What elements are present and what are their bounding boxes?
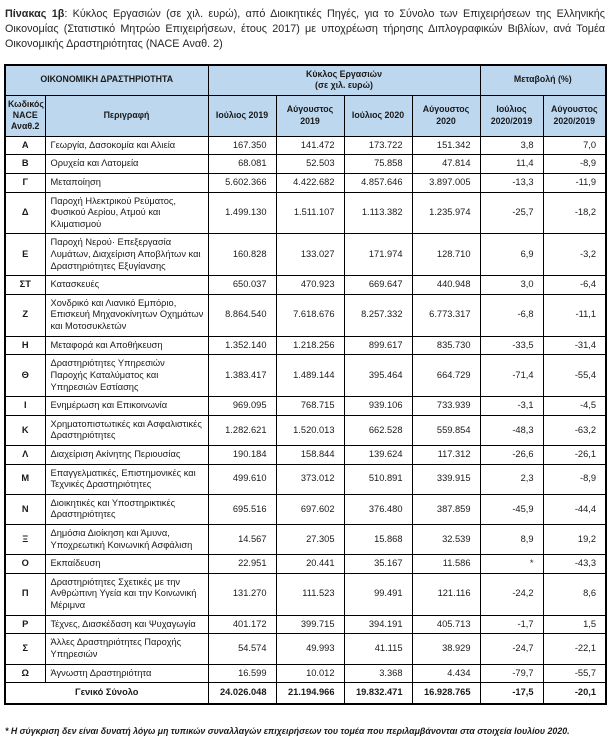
document-page — [4, 7, 606, 736]
turnover-table — [4, 64, 607, 705]
description-cell: Άγνωστη Δραστηριότητα — [45, 664, 208, 683]
turnover-cell-july-2019: 695.516 — [208, 494, 276, 524]
turnover-cell-august-2020: 733.939 — [412, 397, 480, 416]
turnover-cell-august-2020: 1.235.974 — [412, 192, 480, 234]
header-columns-row — [5, 95, 606, 136]
turnover-cell-august-2019: 4.422.682 — [276, 174, 344, 193]
turnover-cell-august-2020: 117.312 — [412, 445, 480, 464]
turnover-cell-august-2019: 399.715 — [276, 615, 344, 634]
change-cell-july: -33,5 — [480, 336, 543, 355]
table-row — [5, 174, 606, 193]
header-change-july: Ιούλιος 2020/2019 — [480, 95, 543, 136]
turnover-cell-july-2020: 899.617 — [344, 336, 412, 355]
turnover-cell-august-2020: 128.710 — [412, 234, 480, 276]
turnover-cell-august-2020: 32.539 — [412, 525, 480, 555]
turnover-cell-august-2019: 133.027 — [276, 234, 344, 276]
turnover-cell-july-2020: 1.113.382 — [344, 192, 412, 234]
nace-code-cell: Λ — [5, 445, 45, 464]
turnover-cell-july-2019: 16.599 — [208, 664, 276, 683]
turnover-cell-july-2020: 669.647 — [344, 276, 412, 295]
nace-code-cell: Ω — [5, 664, 45, 683]
header-july-2019: Ιούλιος 2019 — [208, 95, 276, 136]
turnover-cell-august-2020: 387.859 — [412, 494, 480, 524]
turnover-cell-july-2019: 5.602.366 — [208, 174, 276, 193]
turnover-cell-august-2019: 27.305 — [276, 525, 344, 555]
turnover-cell-july-2019: 54.574 — [208, 634, 276, 664]
total-change-august: -20,1 — [543, 683, 606, 704]
change-cell-july: -79,7 — [480, 664, 543, 683]
change-cell-august: -43,3 — [543, 555, 606, 574]
turnover-cell-july-2020: 4.857.646 — [344, 174, 412, 193]
turnover-cell-august-2019: 111.523 — [276, 573, 344, 615]
nace-code-cell: Ξ — [5, 525, 45, 555]
turnover-cell-august-2020: 3.897.005 — [412, 174, 480, 193]
nace-code-cell: Ο — [5, 555, 45, 574]
turnover-cell-august-2020: 38.929 — [412, 634, 480, 664]
table-row — [5, 464, 606, 494]
description-cell: Τέχνες, Διασκέδαση και Ψυχαγωγία — [45, 615, 208, 634]
turnover-cell-august-2020: 47.814 — [412, 155, 480, 174]
description-cell: Μεταφορά και Αποθήκευση — [45, 336, 208, 355]
turnover-cell-july-2020: 939.106 — [344, 397, 412, 416]
turnover-cell-july-2019: 401.172 — [208, 615, 276, 634]
turnover-cell-july-2019: 22.951 — [208, 555, 276, 574]
turnover-cell-july-2019: 1.352.140 — [208, 336, 276, 355]
change-cell-july: 2,3 — [480, 464, 543, 494]
turnover-cell-august-2020: 6.773.317 — [412, 294, 480, 336]
nace-code-cell: Ι — [5, 397, 45, 416]
header-economic-activity: ΟΙΚΟΝΟΜΙΚΗ ΔΡΑΣΤΗΡΙΟΤΗΤΑ — [5, 65, 208, 95]
turnover-cell-july-2019: 650.037 — [208, 276, 276, 295]
nace-code-cell: Ν — [5, 494, 45, 524]
description-cell: Ενημέρωση και Επικοινωνία — [45, 397, 208, 416]
turnover-cell-august-2019: 697.602 — [276, 494, 344, 524]
change-cell-july: 8,9 — [480, 525, 543, 555]
description-cell: Παροχή Νερού· Επεξεργασία Λυμάτων, Διαχείριση Αποβλήτων και Δραστηριότητες Εξυγίανσης — [45, 234, 208, 276]
turnover-cell-july-2020: 173.722 — [344, 136, 412, 155]
table-row — [5, 555, 606, 574]
header-nace-code: Κωδικός NACE Αναθ.2 — [5, 95, 45, 136]
change-cell-july: -13,3 — [480, 174, 543, 193]
change-cell-july: -71,4 — [480, 355, 543, 397]
change-cell-august: -26,1 — [543, 445, 606, 464]
change-cell-july: -48,3 — [480, 415, 543, 445]
table-row — [5, 355, 606, 397]
description-cell: Χονδρικό και Λιανικό Εμπόριο, Επισκευή Μηχανοκίνητων Οχημάτων και Μοτοσυκλετών — [45, 294, 208, 336]
turnover-cell-august-2020: 11.586 — [412, 555, 480, 574]
header-description: Περιγραφή — [45, 95, 208, 136]
table-body — [5, 136, 606, 682]
nace-code-cell: Γ — [5, 174, 45, 193]
table-row — [5, 634, 606, 664]
turnover-cell-july-2020: 99.491 — [344, 573, 412, 615]
table-header — [5, 65, 606, 137]
change-cell-july: 3,8 — [480, 136, 543, 155]
turnover-cell-july-2020: 394.191 — [344, 615, 412, 634]
description-cell: Δραστηριότητες Σχετικές με την Ανθρώπινη Υγεία και την Κοινωνική Μέριμνα — [45, 573, 208, 615]
description-cell: Διοικητικές και Υποστηρικτικές Δραστηριότητες — [45, 494, 208, 524]
table-row — [5, 192, 606, 234]
change-cell-july: 11,4 — [480, 155, 543, 174]
table-title-text: : Κύκλος Εργασιών (σε χιλ. ευρώ), από Διοικητικές Πηγές, για το Σύνολο των Επιχειρήσεων της Ελληνικής Οικονομίας (Στατιστικό Μητρώο Επιχειρήσεων, έτους 2017) με υποχρέωση τήρησης Διπλογραφικών Βιβλίων, ανά Τομέα Οικονομικής Δραστηριότητας (NACE Αναθ. 2) — [5, 8, 605, 50]
table-row — [5, 664, 606, 683]
table-row — [5, 573, 606, 615]
nace-code-cell: Κ — [5, 415, 45, 445]
description-cell: Επαγγελματικές, Επιστημονικές και Τεχνικές Δραστηριότητες — [45, 464, 208, 494]
turnover-cell-july-2019: 160.828 — [208, 234, 276, 276]
turnover-cell-july-2019: 14.567 — [208, 525, 276, 555]
turnover-cell-august-2019: 1.489.144 — [276, 355, 344, 397]
turnover-cell-july-2019: 969.095 — [208, 397, 276, 416]
turnover-cell-august-2019: 1.218.256 — [276, 336, 344, 355]
table-row — [5, 294, 606, 336]
turnover-cell-july-2020: 15.868 — [344, 525, 412, 555]
turnover-cell-july-2019: 1.499.130 — [208, 192, 276, 234]
total-value-july-2019: 24.026.048 — [208, 683, 276, 704]
turnover-cell-july-2020: 376.480 — [344, 494, 412, 524]
turnover-cell-august-2019: 1.520.013 — [276, 415, 344, 445]
change-cell-july: -6,8 — [480, 294, 543, 336]
turnover-cell-august-2019: 158.844 — [276, 445, 344, 464]
turnover-cell-august-2020: 405.713 — [412, 615, 480, 634]
change-cell-august: -18,2 — [543, 192, 606, 234]
nace-code-cell: Η — [5, 336, 45, 355]
description-cell: Ορυχεία και Λατομεία — [45, 155, 208, 174]
description-cell: Εκπαίδευση — [45, 555, 208, 574]
total-row — [5, 683, 606, 704]
change-cell-july: 6,9 — [480, 234, 543, 276]
header-turnover-group — [208, 65, 480, 95]
nace-code-cell: ΣΤ — [5, 276, 45, 295]
change-cell-july: -45,9 — [480, 494, 543, 524]
description-cell: Κατασκευές — [45, 276, 208, 295]
header-july-2020: Ιούλιος 2020 — [344, 95, 412, 136]
header-august-2020: Αύγουστος 2020 — [412, 95, 480, 136]
header-change-group: Μεταβολή (%) — [480, 65, 606, 95]
change-cell-july: -1,7 — [480, 615, 543, 634]
change-cell-august: -11,1 — [543, 294, 606, 336]
change-cell-july: 3,0 — [480, 276, 543, 295]
nace-code-cell: Μ — [5, 464, 45, 494]
turnover-cell-july-2019: 1.282.621 — [208, 415, 276, 445]
turnover-cell-august-2020: 559.854 — [412, 415, 480, 445]
change-cell-august: -4,5 — [543, 397, 606, 416]
footnote: * Η σύγκριση δεν είναι δυνατή λόγω μη τυπικών συναλλαγών επιχειρήσεων του τομέα που περιλαμβάνονται στα στοιχεία Ιουλίου 2020. — [5, 725, 570, 736]
turnover-cell-august-2020: 121.116 — [412, 573, 480, 615]
change-cell-july: -24,2 — [480, 573, 543, 615]
turnover-cell-july-2019: 499.610 — [208, 464, 276, 494]
header-august-2019: Αύγουστος 2019 — [276, 95, 344, 136]
change-cell-august: -22,1 — [543, 634, 606, 664]
nace-code-cell: Δ — [5, 192, 45, 234]
change-cell-august: -63,2 — [543, 415, 606, 445]
turnover-cell-july-2019: 131.270 — [208, 573, 276, 615]
table-row — [5, 415, 606, 445]
turnover-cell-july-2020: 41.115 — [344, 634, 412, 664]
change-cell-july: * — [480, 555, 543, 574]
turnover-cell-august-2020: 151.342 — [412, 136, 480, 155]
table-row — [5, 336, 606, 355]
turnover-cell-july-2019: 1.383.417 — [208, 355, 276, 397]
table-footer — [5, 683, 606, 704]
turnover-cell-july-2020: 75.858 — [344, 155, 412, 174]
turnover-cell-july-2020: 510.891 — [344, 464, 412, 494]
turnover-cell-july-2019: 8.864.540 — [208, 294, 276, 336]
turnover-cell-august-2020: 835.730 — [412, 336, 480, 355]
header-turnover-line1: Κύκλος Εργασιών — [306, 68, 382, 79]
turnover-cell-august-2019: 1.511.107 — [276, 192, 344, 234]
table-row — [5, 397, 606, 416]
turnover-cell-july-2020: 171.974 — [344, 234, 412, 276]
change-cell-august: 19,2 — [543, 525, 606, 555]
nace-code-cell: Ε — [5, 234, 45, 276]
turnover-cell-august-2020: 664.729 — [412, 355, 480, 397]
change-cell-july: -24,7 — [480, 634, 543, 664]
change-cell-august: -8,9 — [543, 464, 606, 494]
table-row — [5, 276, 606, 295]
turnover-cell-august-2019: 7.618.676 — [276, 294, 344, 336]
table-row — [5, 494, 606, 524]
change-cell-july: -25,7 — [480, 192, 543, 234]
turnover-cell-august-2020: 4.434 — [412, 664, 480, 683]
turnover-cell-august-2019: 470.923 — [276, 276, 344, 295]
turnover-cell-august-2019: 52.503 — [276, 155, 344, 174]
description-cell: Γεωργία, Δασοκομία και Αλιεία — [45, 136, 208, 155]
turnover-cell-august-2019: 373.012 — [276, 464, 344, 494]
turnover-cell-july-2020: 395.464 — [344, 355, 412, 397]
change-cell-august: -8,9 — [543, 155, 606, 174]
nace-code-cell: Ζ — [5, 294, 45, 336]
turnover-cell-august-2020: 440.948 — [412, 276, 480, 295]
change-cell-august: -44,4 — [543, 494, 606, 524]
header-change-august: Αύγουστος 2020/2019 — [543, 95, 606, 136]
nace-code-cell: Π — [5, 573, 45, 615]
nace-code-cell: Α — [5, 136, 45, 155]
table-row — [5, 136, 606, 155]
turnover-cell-august-2019: 20.441 — [276, 555, 344, 574]
description-cell: Παροχή Ηλεκτρικού Ρεύματος, Φυσικού Αερίου, Ατμού και Κλιματισμού — [45, 192, 208, 234]
turnover-cell-july-2019: 167.350 — [208, 136, 276, 155]
table-row — [5, 525, 606, 555]
table-title — [5, 7, 605, 52]
change-cell-august: 8,6 — [543, 573, 606, 615]
change-cell-august: -55,4 — [543, 355, 606, 397]
change-cell-august: 7,0 — [543, 136, 606, 155]
turnover-cell-july-2020: 662.528 — [344, 415, 412, 445]
change-cell-august: -55,7 — [543, 664, 606, 683]
header-turnover-line2: (σε χιλ. ευρώ) — [315, 80, 373, 91]
description-cell: Μεταποίηση — [45, 174, 208, 193]
total-value-august-2020: 16.928.765 — [412, 683, 480, 704]
turnover-cell-july-2020: 35.167 — [344, 555, 412, 574]
change-cell-august: -11,9 — [543, 174, 606, 193]
turnover-cell-july-2019: 68.081 — [208, 155, 276, 174]
total-label: Γενικό Σύνολο — [5, 683, 208, 704]
table-row — [5, 615, 606, 634]
turnover-cell-july-2020: 3.368 — [344, 664, 412, 683]
turnover-cell-july-2020: 8.257.332 — [344, 294, 412, 336]
table-row — [5, 155, 606, 174]
header-group-row — [5, 65, 606, 95]
turnover-cell-august-2019: 141.472 — [276, 136, 344, 155]
nace-code-cell: Σ — [5, 634, 45, 664]
turnover-cell-august-2019: 49.993 — [276, 634, 344, 664]
turnover-cell-august-2019: 10.012 — [276, 664, 344, 683]
description-cell: Χρηματοπιστωτικές και Ασφαλιστικές Δραστηριότητες — [45, 415, 208, 445]
description-cell: Δημόσια Διοίκηση και Άμυνα, Υποχρεωτική Κοινωνική Ασφάλιση — [45, 525, 208, 555]
turnover-cell-august-2019: 768.715 — [276, 397, 344, 416]
nace-code-cell: Ρ — [5, 615, 45, 634]
table-title-number: Πίνακας 1β — [5, 8, 65, 20]
table-row — [5, 445, 606, 464]
change-cell-august: -6,4 — [543, 276, 606, 295]
turnover-cell-july-2019: 190.184 — [208, 445, 276, 464]
description-cell: Άλλες Δραστηριότητες Παροχής Υπηρεσιών — [45, 634, 208, 664]
table-row — [5, 234, 606, 276]
change-cell-august: -3,2 — [543, 234, 606, 276]
nace-code-cell: Β — [5, 155, 45, 174]
description-cell: Δραστηριότητες Υπηρεσιών Παροχής Καταλύματος και Υπηρεσιών Εστίασης — [45, 355, 208, 397]
total-change-july: -17,5 — [480, 683, 543, 704]
change-cell-august: 1,5 — [543, 615, 606, 634]
change-cell-august: -31,4 — [543, 336, 606, 355]
turnover-cell-july-2020: 139.624 — [344, 445, 412, 464]
turnover-cell-august-2020: 339.915 — [412, 464, 480, 494]
total-value-july-2020: 19.832.471 — [344, 683, 412, 704]
change-cell-july: -26,6 — [480, 445, 543, 464]
nace-code-cell: Θ — [5, 355, 45, 397]
total-value-august-2019: 21.194.966 — [276, 683, 344, 704]
change-cell-july: -3,1 — [480, 397, 543, 416]
description-cell: Διαχείριση Ακίνητης Περιουσίας — [45, 445, 208, 464]
